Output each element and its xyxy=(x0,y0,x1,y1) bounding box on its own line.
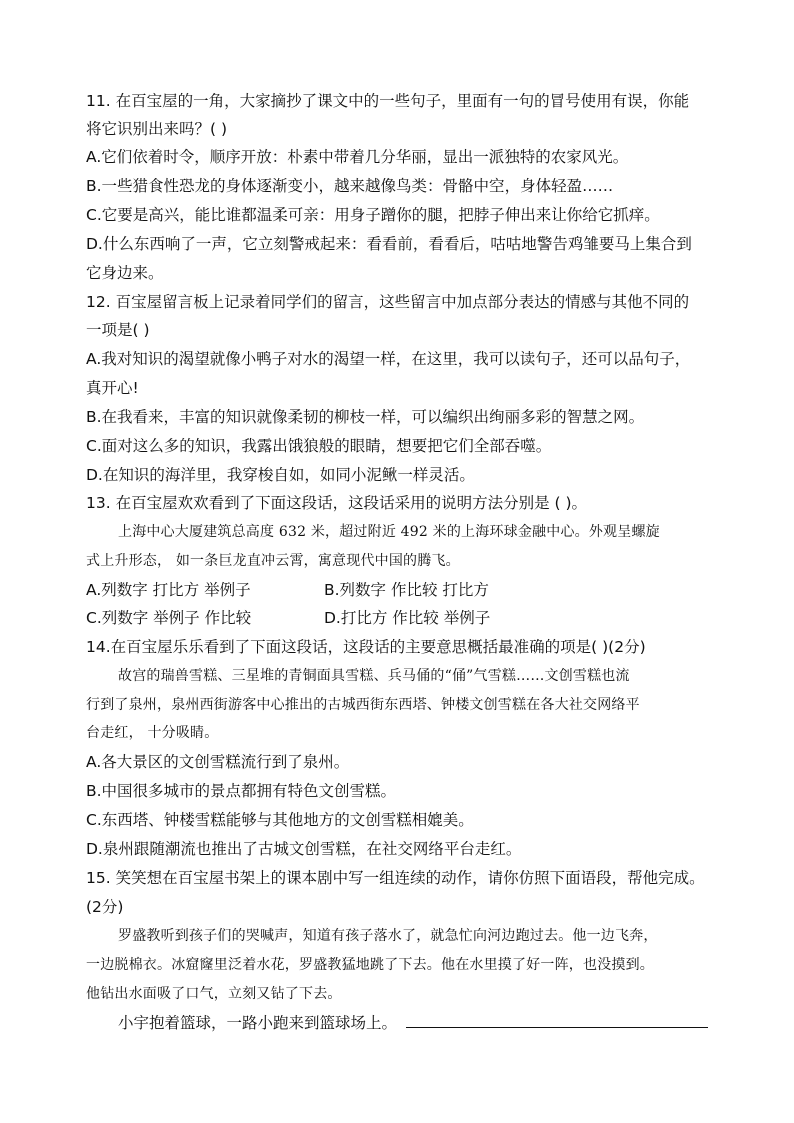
q11-stem-line1: 11. 在百宝屋的一角，大家摘抄了课文中的一些句子，里面有一句的冒号使用有误，你能 xyxy=(86,92,690,110)
q12-option-a-line2: 真开心! xyxy=(86,379,139,397)
q13-option-b: B.列数字 作比较 打比方 xyxy=(324,581,489,599)
q13-options-row2 xyxy=(86,608,716,628)
q11-option-a: A.它们依着时令，顺序开放：朴素中带着几分华丽，显出一派独特的农家风光。 xyxy=(86,148,629,166)
q12-option-d: D.在知识的海洋里，我穿梭自如，如同小泥鳅一样灵活。 xyxy=(86,466,475,484)
q11-option-d-line2: 它身边来。 xyxy=(86,264,164,282)
q15-answer-blank[interactable] xyxy=(406,1027,708,1028)
q15-stem-line2: (2分) xyxy=(86,898,124,916)
q13-passage-line2: 式上升形态， 如一条巨龙直冲云霄，寓意现代中国的腾飞。 xyxy=(86,553,460,569)
q14-passage-line1: 故宫的瑞兽雪糕、三星堆的青铜面具雪糕、兵马俑的“俑”气雪糕……文创雪糕也流 xyxy=(118,668,630,684)
q12-option-c: C.面对这么多的知识，我露出饿狼般的眼睛，想要把它们全部吞噬。 xyxy=(86,437,552,455)
q13-passage-line1: 上海中心大厦建筑总高度 632 米，超过附近 492 米的上海环球金融中心。外观呈螺旋 xyxy=(118,524,660,540)
q13-option-d: D.打比方 作比较 举例子 xyxy=(324,609,491,627)
q14-option-a: A.各大景区的文创雪糕流行到了泉州。 xyxy=(86,753,350,771)
q14-option-c: C.东西塔、钟楼雪糕能够与其他地方的文创雪糕相媲美。 xyxy=(86,811,474,829)
q12-option-a-line1: A.我对知识的渴望就像小鸭子对水的渴望一样，在这里，我可以读句子，还可以品句子， xyxy=(86,350,691,368)
q12-stem-line2: 一项是( ) xyxy=(86,321,150,339)
q14-passage-line3: 台走红， 十分吸睛。 xyxy=(86,725,219,741)
q14-option-d: D.泉州跟随潮流也推出了古城文创雪糕，在社交网络平台走红。 xyxy=(86,840,522,858)
q15-passage-line3: 他钻出水面吸了口气，立刻又钻了下去。 xyxy=(86,986,342,1002)
q15-passage-line1: 罗盛教听到孩子们的哭喊声，知道有孩子落水了，就急忙向河边跑过去。他一边飞奔， xyxy=(118,928,658,944)
q11-option-b: B.一些猎食性恐龙的身体逐渐变小，越来越像鸟类：骨骼中空，身体轻盈…… xyxy=(86,177,614,195)
q14-option-b: B.中国很多城市的景点都拥有特色文创雪糕。 xyxy=(86,782,397,800)
q13-option-a: A.列数字 打比方 举例子 xyxy=(86,581,251,599)
q11-option-c: C.它要是高兴，能比谁都温柔可亲：用身子蹭你的腿，把脖子伸出来让你给它抓痒。 xyxy=(86,206,660,224)
q13-stem: 13. 在百宝屋欢欢看到了下面这段话，这段话采用的说明方法分别是 ( )。 xyxy=(86,494,588,512)
q14-stem: 14.在百宝屋乐乐看到了下面这段话，这段话的主要意思概括最准确的项是( )(2分) xyxy=(86,638,646,656)
q11-stem-line2: 将它识别出来吗？( ) xyxy=(86,120,228,138)
q13-option-c: C.列数字 举例子 作比较 xyxy=(86,609,252,627)
q11-option-d-line1: D.什么东西响了一声，它立刻警戒起来：看看前，看看后，咕咕地警告鸡雏要马上集合到 xyxy=(86,235,692,253)
q15-stem-line1: 15. 笑笑想在百宝屋书架上的课本剧中写一组连续的动作，请你仿照下面语段，帮他完成。 xyxy=(86,869,705,887)
q14-passage-line2: 行到了泉州，泉州西街游客中心推出的古城西街东西塔、钟楼文创雪糕在各大社交网络平 xyxy=(86,697,640,713)
q13-options-row1 xyxy=(86,580,716,600)
q15-prompt: 小宇抱着篮球，一路小跑来到篮球场上。 xyxy=(118,1014,398,1032)
q12-option-b: B.在我看来，丰富的知识就像柔韧的柳枝一样，可以编织出绚丽多彩的智慧之网。 xyxy=(86,408,645,426)
q15-passage-line2: 一边脱棉衣。冰窟窿里泛着水花，罗盛教猛地跳了下去。他在水里摸了好一阵，也没摸到。 xyxy=(86,957,654,973)
q12-stem-line1: 12. 百宝屋留言板上记录着同学们的留言，这些留言中加点部分表达的情感与其他不同的 xyxy=(86,293,690,311)
